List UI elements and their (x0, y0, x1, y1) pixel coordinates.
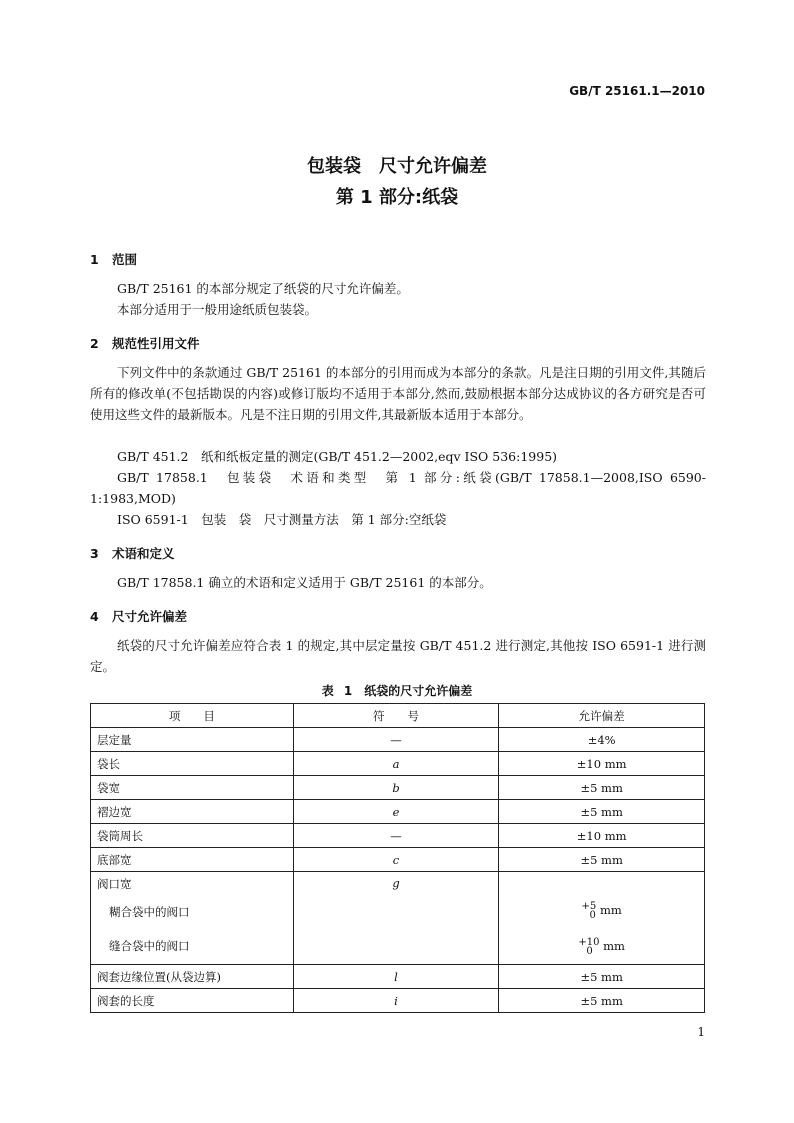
paragraph: GB/T 25161 的本部分规定了纸袋的尺寸允许偏差。 (117, 281, 409, 296)
symbol-cell: b (293, 776, 499, 800)
table-row (91, 800, 705, 824)
standard-code: GB/T 25161.1—2010 (569, 84, 705, 98)
item-cell: 底部宽 (91, 848, 294, 872)
tolerance-cell: ±10 mm (499, 752, 705, 776)
tolerance-cell: ±5 mm (499, 848, 705, 872)
upper-limit: +10 (578, 937, 600, 948)
tolerance-entry (505, 902, 698, 938)
table-row (91, 728, 705, 752)
tolerance-cell: ±5 mm (499, 989, 705, 1013)
table-row (91, 989, 705, 1013)
section-title: 术语和定义 (112, 546, 175, 561)
table-row (91, 752, 705, 776)
item-cell: 褶边宽 (91, 800, 294, 824)
section-number: 2 (90, 336, 99, 351)
lower-limit: 0 (586, 946, 593, 957)
table-header-row (91, 704, 705, 728)
section-title: 规范性引用文件 (112, 336, 200, 351)
tolerance-entry (505, 938, 698, 956)
paragraph: 纸袋的尺寸允许偏差应符合表 1 的规定,其中层定量按 GB/T 451.2 进行测定,其他按 ISO 6591-1 进行测定。 (90, 638, 706, 674)
tolerance-table (90, 703, 705, 1013)
tolerance-limits (582, 902, 597, 920)
symbol-cell: g (293, 872, 499, 965)
symbol-cell: a (293, 752, 499, 776)
valve-label: 阀口宽 (97, 877, 132, 891)
symbol-cell: e (293, 800, 499, 824)
table-row (91, 824, 705, 848)
table-row (91, 776, 705, 800)
item-cell: 袋长 (91, 752, 294, 776)
paragraph: 本部分适用于一般用途纸质包装袋。 (117, 302, 318, 317)
symbol-cell: c (293, 848, 499, 872)
upper-limit: +5 (581, 901, 597, 912)
reference-item: GB/T 451.2 纸和纸板定量的测定(GB/T 451.2—2002,eqv ISO 536:1995) (117, 449, 558, 464)
section-3-heading (90, 544, 706, 562)
section-number: 4 (90, 609, 99, 624)
tolerance-cell: ±5 mm (499, 965, 705, 989)
table-caption: 表 1 纸袋的尺寸允许偏差 (321, 684, 473, 698)
section-title: 范围 (112, 252, 138, 267)
symbol-cell: l (293, 965, 499, 989)
document-title: 包装袋 尺寸允许偏差 (307, 156, 487, 177)
tolerance-unit: mm (599, 903, 622, 917)
document-subtitle: 第 1 部分:纸袋 (335, 187, 459, 208)
symbol-cell: i (293, 989, 499, 1013)
reference-item: GB/T 17858.1 包装袋 术语和类型 第 1 部分:纸袋(GB/T 17858.1—2008,ISO 6590-1:1983,MOD) (90, 470, 706, 506)
tolerance-unit: mm (603, 939, 625, 953)
paragraph: GB/T 17858.1 确立的术语和定义适用于 GB/T 25161 的本部分。 (117, 575, 492, 590)
section-1-heading (90, 250, 706, 268)
item-cell: 袋宽 (91, 776, 294, 800)
item-cell: 阀套边缘位置(从袋边算) (91, 965, 294, 989)
tolerance-cell: ±10 mm (499, 824, 705, 848)
lower-limit: 0 (589, 910, 596, 921)
symbol-cell: — (293, 824, 499, 848)
table-row-valve (91, 872, 705, 965)
reference-item: ISO 6591-1 包装 袋 尺寸测量方法 第 1 部分:空纸袋 (117, 512, 447, 527)
column-header-symbol: 符 号 (293, 704, 499, 728)
valve-sub-label: 缝合袋中的阀口 (109, 939, 190, 953)
column-header-tolerance: 允许偏差 (499, 704, 705, 728)
section-number: 3 (90, 546, 99, 561)
section-number: 1 (90, 252, 99, 267)
table-row (91, 965, 705, 989)
tolerance-cell (499, 872, 705, 965)
item-cell: 袋筒周长 (91, 824, 294, 848)
tolerance-cell: ±5 mm (499, 800, 705, 824)
item-cell: 阀套的长度 (91, 989, 294, 1013)
symbol-cell: — (293, 728, 499, 752)
section-4-heading (90, 607, 706, 625)
item-cell: 层定量 (91, 728, 294, 752)
page-number: 1 (697, 1025, 705, 1039)
section-title: 尺寸允许偏差 (112, 609, 188, 624)
column-header-item: 项 目 (91, 704, 294, 728)
item-cell (91, 872, 294, 965)
tolerance-cell: ±5 mm (499, 776, 705, 800)
paragraph: 下列文件中的条款通过 GB/T 25161 的本部分的引用而成为本部分的条款。凡是注日期的引用文件,其随后所有的修改单(不包括勘误的内容)或修订版均不适用于本部分,然而,鼓励根据本部分达成协议的各方研究是否可使用这些文件的最新版本。凡是不注日期的引用文件,其最新版本适用于本部分。 (90, 365, 706, 422)
table-row (91, 848, 705, 872)
tolerance-cell: ±4% (499, 728, 705, 752)
valve-sub-label: 糊合袋中的阀口 (109, 905, 190, 919)
section-2-heading (90, 334, 706, 352)
tolerance-limits (578, 938, 599, 956)
